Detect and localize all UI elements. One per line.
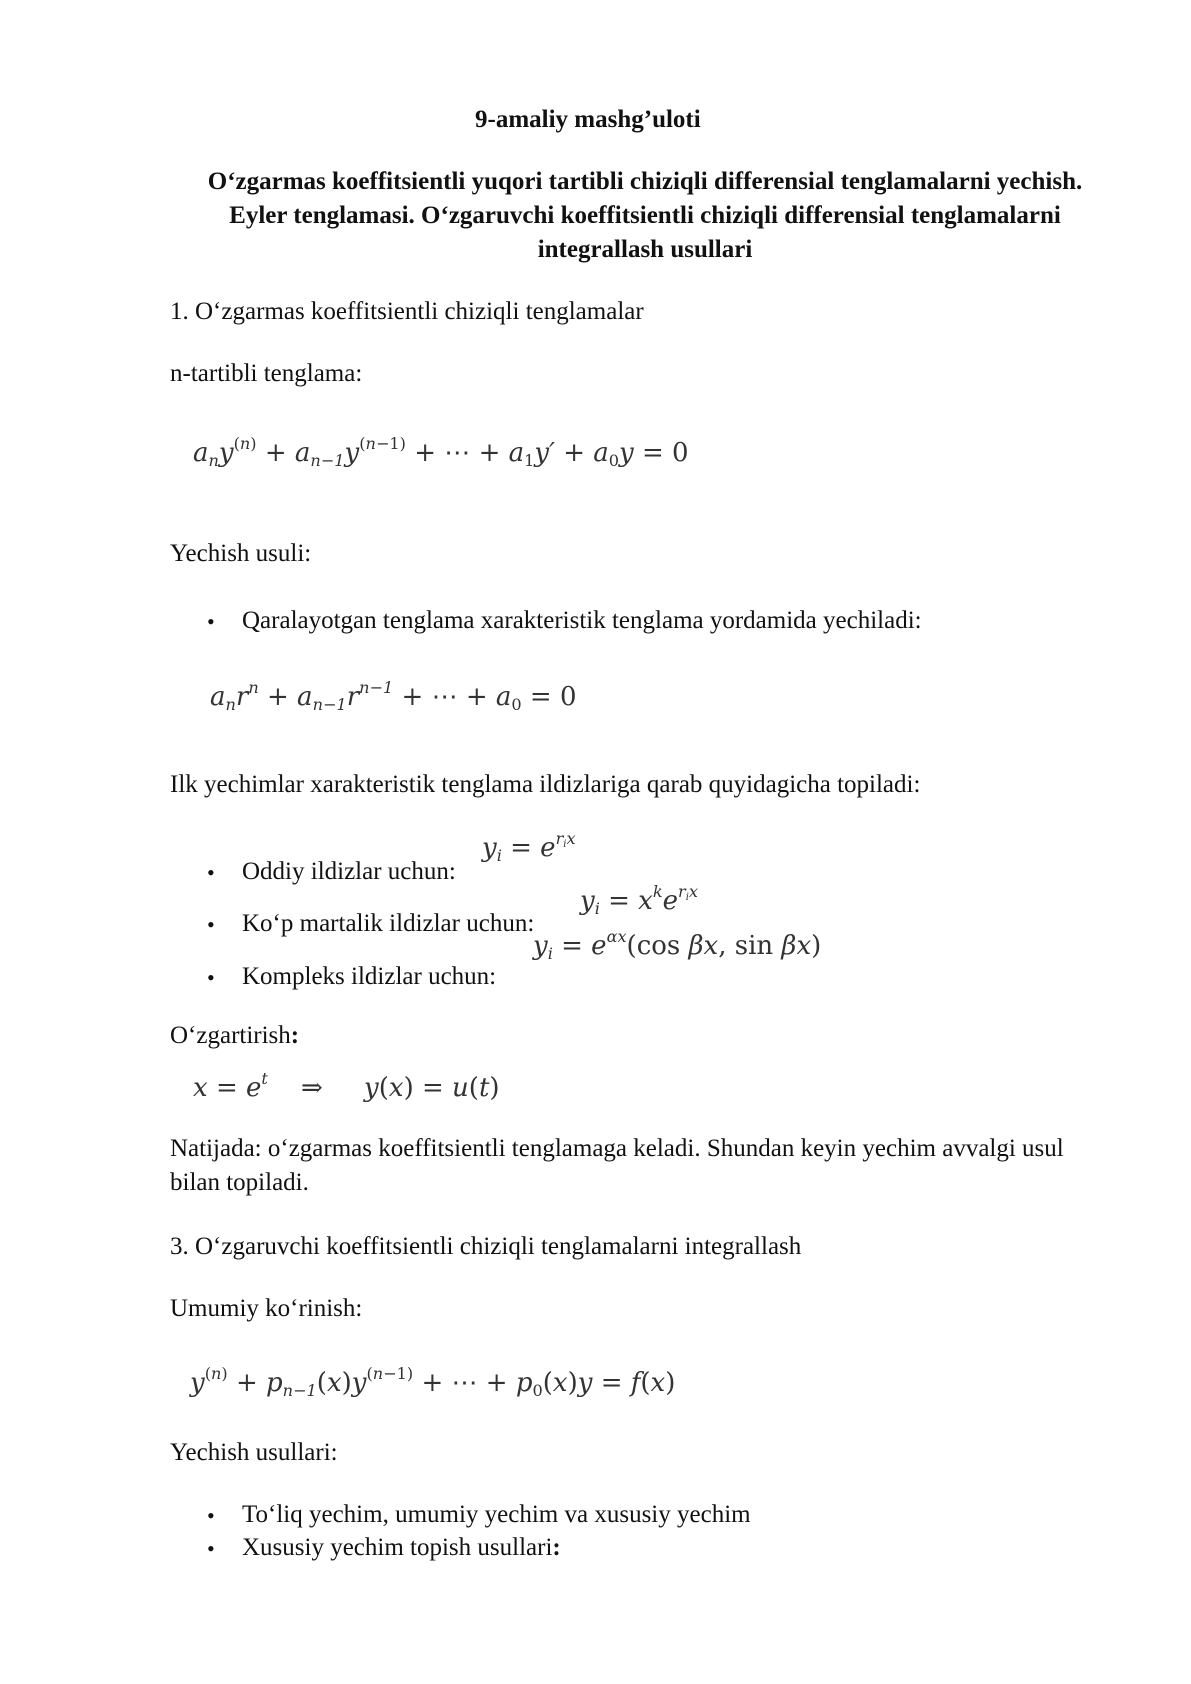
bullet-marker: • bbox=[207, 965, 215, 990]
bullet-kompleks: Kompleks ildizlar uchun: bbox=[242, 963, 497, 990]
bullet-xususiy: Xususiy yechim topish usullari bbox=[242, 1534, 553, 1561]
bullet-xususiy-heading bbox=[242, 1531, 561, 1565]
equation-substitution: $x = e^t$ ⇒ y(x) = u(t) bbox=[193, 1068, 500, 1103]
equation-characteristic: $a_nr^n + a_{n-1}r^{n-1}$ + ⋯ + $a_0 = 0$ bbox=[210, 677, 577, 714]
bullet-marker: • bbox=[207, 609, 215, 634]
bullet-qaralayotgan: Qaralayotgan tenglama xarakteristik tenglama yordamida yechiladi: bbox=[242, 607, 922, 634]
formula-kompleks: $y_i = e^{\alpha x}(\cos$ βx, sin βx) bbox=[533, 926, 822, 963]
bullet-marker: • bbox=[207, 1536, 215, 1561]
bullet-kop: Ko‘p martalik ildizlar uchun: bbox=[242, 910, 535, 937]
ntartibli-label: n-tartibli tenglama: bbox=[170, 360, 363, 387]
formula-oddiy: $y_i = e^{r_ix}$ bbox=[482, 828, 576, 865]
bullet-marker: • bbox=[207, 1503, 215, 1528]
ozgartirish-label: O‘zgartirish bbox=[170, 1022, 291, 1049]
formula-kop: $y_i = x^ke^{r_ix}$ bbox=[580, 881, 699, 918]
bullet-marker: • bbox=[207, 912, 215, 937]
bullet-toliq: To‘liq yechim, umumiy yechim va xususiy yechim bbox=[242, 1501, 751, 1528]
natijada-paragraph: Natijada: o‘zgarmas koeffitsientli tenglamaga keladi. Shundan keyin yechim avvalgi usul bilan topiladi. bbox=[170, 1135, 1064, 1196]
document-title: 9-amaliy mashg’uloti bbox=[475, 106, 701, 133]
ilk-yechimlar-text: Ilk yechimlar xarakteristik tenglama ildizlariga qarab quyidagicha topiladi: bbox=[170, 771, 921, 798]
equation-variable-coeff: $y^{(n)} + p_{n-1}(x)y^{(n-1)}$ + ⋯ + $p_0(x)y = f(x)$ bbox=[190, 1363, 676, 1400]
yechish-usullari-label: Yechish usullari: bbox=[170, 1439, 338, 1466]
section1-heading: 1. O‘zgarmas koeffitsientli chiziqli tenglamalar bbox=[170, 298, 644, 325]
ozgartirish-colon: : bbox=[290, 1022, 300, 1049]
ozgartirish-heading bbox=[170, 1019, 299, 1053]
bullet-xususiy-colon: : bbox=[552, 1534, 561, 1561]
yechish-usuli-label: Yechish usuli: bbox=[170, 540, 312, 567]
bullet-oddiy: Oddiy ildizlar uchun: bbox=[242, 858, 456, 885]
umumiy-korinish-label: Umumiy ko‘rinish: bbox=[170, 1295, 363, 1322]
bullet-marker: • bbox=[207, 860, 215, 885]
document-subtitle: O‘zgarmas koeffitsientli yuqori tartibli chiziqli differensial tenglamalarni yechish. Eyler tenglamasi. O‘zgaruvchi koeffitsientli chiziqli differensial tenglamalarni integrallash usullari bbox=[207, 168, 1083, 263]
equation-nth-order: $a_ny^{(n)} + a_{n-1}y^{(n-1)}$ + ⋯ + $a_1y' + a_0y = 0$ bbox=[193, 433, 689, 470]
section3-heading: 3. O‘zgaruvchi koeffitsientli chiziqli tenglamalarni integrallash bbox=[170, 1233, 802, 1260]
